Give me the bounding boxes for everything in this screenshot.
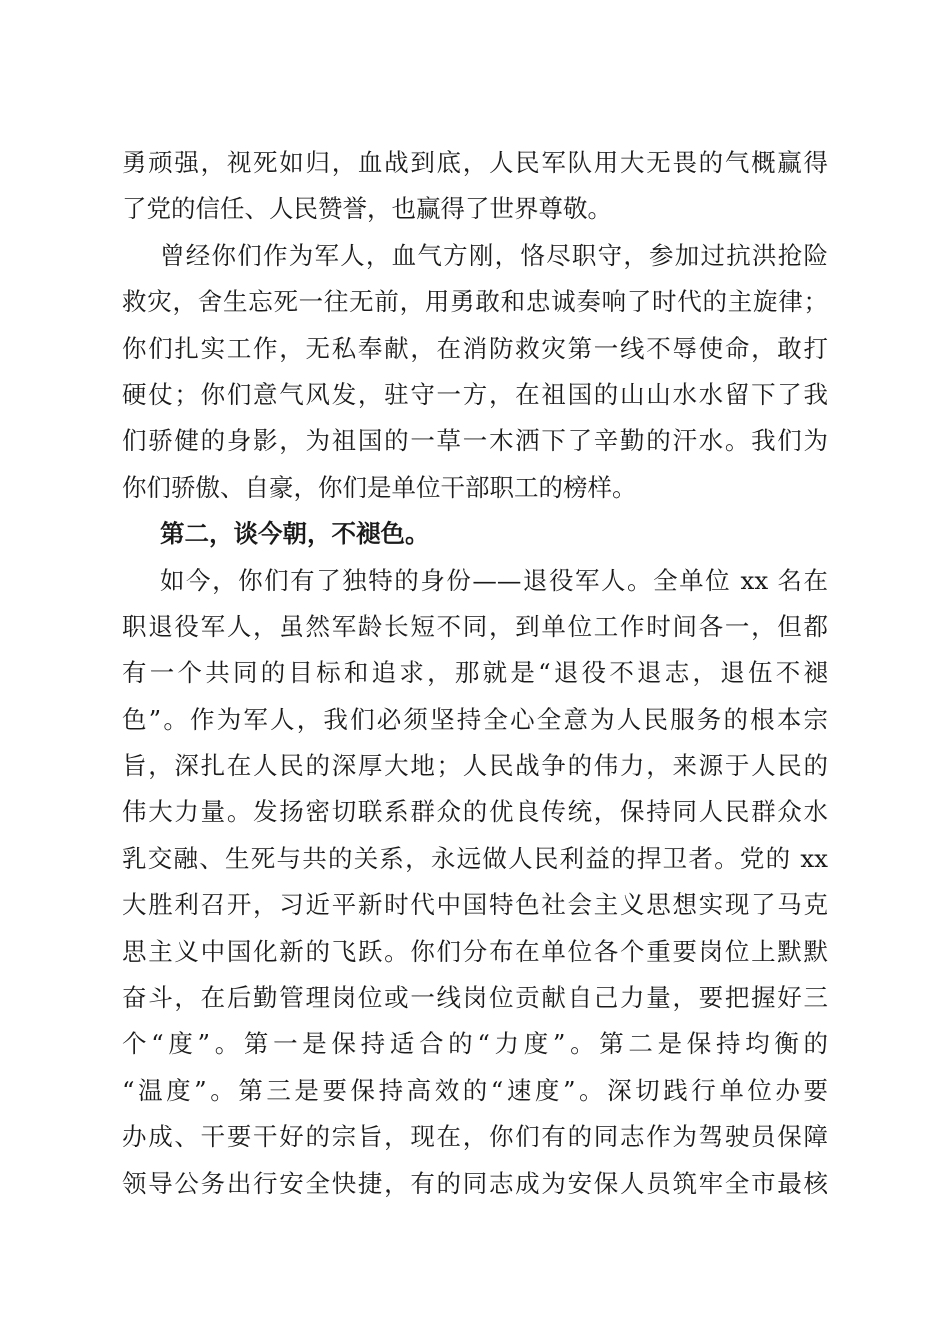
text-line: 勇顽强，视死如归，血战到底，人民军队用大无畏的气概赢得 [122, 148, 828, 177]
text-line: 色”。作为军人，我们必须坚持全心全意为人民服务的根本宗 [122, 704, 828, 734]
text-line: 领导公务出行安全快捷，有的同志成为安保人员筑牢全市最核 [122, 1168, 828, 1198]
text-line: 了党的信任、人民赞誉，也赢得了世界尊敬。 [122, 194, 612, 224]
paragraph-p2 [122, 233, 828, 511]
text-line: 办成、干要干好的宗旨，现在，你们有的同志作为驾驶员保障 [122, 1122, 828, 1152]
text-line: 救灾，舍生忘死一往无前，用勇敢和忠诚奏响了时代的主旋律； [122, 287, 828, 317]
text-line: 职退役军人，虽然军龄长短不同，到单位工作时间各一，但都 [122, 611, 828, 641]
text-line: 乳交融、生死与共的关系，永远做人民利益的捍卫者。党的 xx [122, 843, 828, 873]
document-body [122, 140, 828, 1207]
text-line: 个“度”。第一是保持适合的“力度”。第二是保持均衡的 [122, 1029, 828, 1059]
paragraph-p1 [122, 140, 828, 233]
paragraph-p3 [122, 511, 828, 557]
text-line: 思主义中国化新的飞跃。你们分布在单位各个重要岗位上默默 [122, 936, 828, 966]
text-line: 大胜利召开，习近平新时代中国特色社会主义思想实现了马克 [122, 890, 828, 920]
text-line: 如今，你们有了独特的身份——退役军人。全单位 xx 名在 [160, 565, 828, 595]
text-line: 有一个共同的目标和追求，那就是“退役不退志，退伍不褪 [122, 658, 828, 688]
text-line: 你们扎实工作，无私奉献，在消防救灾第一线不辱使命，敢打 [122, 333, 828, 363]
text-line: “温度”。第三是要保持高效的“速度”。深切践行单位办要 [122, 1075, 828, 1105]
text-line: 硬仗；你们意气风发，驻守一方，在祖国的山山水水留下了我 [122, 379, 828, 409]
text-line: 奋斗，在后勤管理岗位或一线岗位贡献自己力量，要把握好三 [122, 983, 828, 1013]
text-line: 你们骄傲、自豪，你们是单位干部职工的榜样。 [122, 472, 637, 502]
text-line: 旨，深扎在人民的深厚大地；人民战争的伟力，来源于人民的 [122, 751, 828, 781]
text-line: 第二，谈今朝，不褪色。 [160, 519, 430, 549]
text-line: 曾经你们作为军人，血气方刚，恪尽职守，参加过抗洪抢险 [160, 240, 828, 270]
paragraph-p4 [122, 558, 828, 1207]
text-line: 们骄健的身影，为祖国的一草一木洒下了辛勤的汗水。我们为 [122, 426, 828, 456]
text-line: 伟大力量。发扬密切联系群众的优良传统，保持同人民群众水 [122, 797, 828, 827]
